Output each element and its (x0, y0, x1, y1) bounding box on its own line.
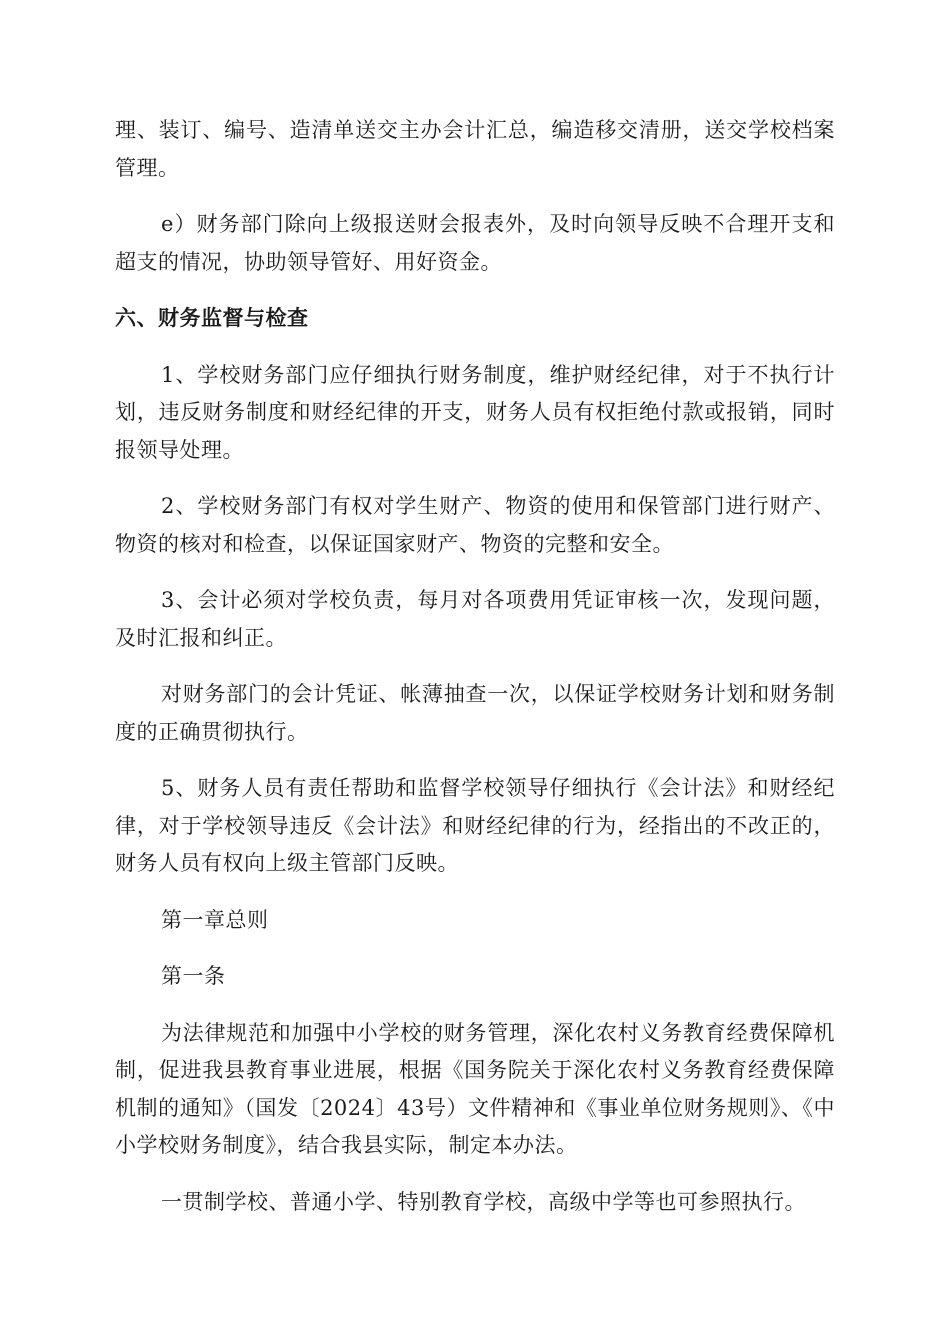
document-body (115, 112, 835, 1240)
section-heading: 六、财务监督与检查 (115, 306, 309, 330)
paragraph-e: e）财务部门除向上级报送财会报表外，及时向领导反映不合理开支和超支的情况，协助领导管好、用好资金。 (115, 212, 835, 274)
paragraph-item-1: 1、学校财务部门应仔细执行财务制度，维护财经纪律，对于不执行计划，违反财务制度和财经纪律的开支，财务人员有权拒绝付款或报销，同时报领导处理。 (115, 362, 835, 462)
paragraph-item-3: 3、会计必须对学校负责，每月对各项费用凭证审核一次，发现问题，及时汇报和纠正。 (115, 588, 835, 650)
paragraph-item-5: 5、财务人员有责任帮助和监督学校领导仔细执行《会计法》和财经纪律，对于学校领导违反《会计法》和财经纪律的行为，经指出的不改正的，财务人员有权向上级主管部门反映。 (115, 776, 835, 875)
paragraph-item-2: 2、学校财务部门有权对学生财产、物资的使用和保管部门进行财产、物资的核对和检查，以保证国家财产、物资的完整和安全。 (115, 494, 835, 556)
paragraph-item-4: 对财务部门的会计凭证、帐薄抽查一次，以保证学校财务计划和财务制度的正确贯彻执行。 (115, 682, 835, 744)
chapter-title: 第一章总则 (161, 907, 269, 932)
paragraph-purpose: 为法律规范和加强中小学校的财务管理，深化农村义务教育经费保障机制，促进我县教育事业进展，根据《国务院关于深化农村义务教育经费保障机制的通知》（国发〔2024〕43号）文件精神和《事业单位财务规则》、《中小学校财务制度》，结合我县实际，制定本办法。 (115, 1020, 835, 1157)
paragraph-scope: 一贯制学校、普通小学、特别教育学校，高级中学等也可参照执行。 (161, 1189, 806, 1214)
article-title: 第一条 (161, 964, 226, 988)
paragraph-archive: 理、装订、编号、造清单送交主办会计汇总，编造移交清册，送交学校档案管理。 (115, 118, 835, 180)
